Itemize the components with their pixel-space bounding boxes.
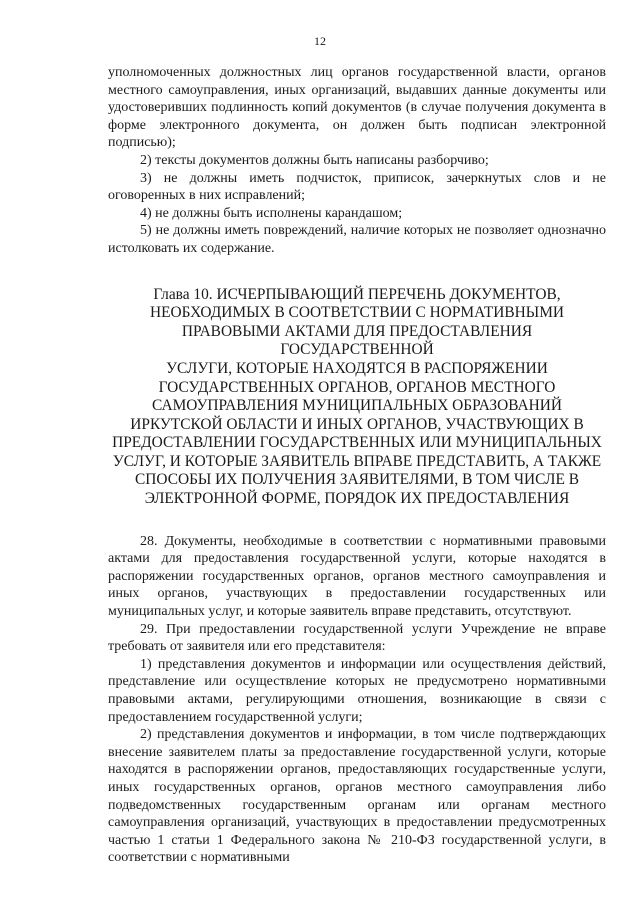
paragraph: 2) тексты документов должны быть написаны разборчиво; — [140, 152, 489, 168]
chapter-heading-line: САМОУПРАВЛЕНИЯ МУНИЦИПАЛЬНЫХ ОБРАЗОВАНИЙ — [151, 397, 563, 415]
chapter-heading-line: ГОСУДАРСТВЕННЫХ ОРГАНОВ, ОРГАНОВ МЕСТНОГО — [158, 378, 556, 396]
chapter-heading-line: Глава 10. ИСЧЕРПЫВАЮЩИЙ ПЕРЕЧЕНЬ ДОКУМЕНТОВ, — [153, 285, 561, 303]
paragraph: 2) представления документов и информации, в том числе подтверждающих внесение заявителем платы за предоставление государственной услуги, которые находятся в распоряжении органов, предоставляющих государственные услуги, иных государственных органов, органов местного самоуправления либо подведомственных государственным органам или органам местного самоуправления организаций, участвующих в предоставлении предусмотренных частью 1 статьи 1 Федерального закона № 210-ФЗ государственной услуги, в соответствии с нормативными — [108, 727, 606, 866]
chapter-heading-line: УСЛУГИ, КОТОРЫЕ НАХОДЯТСЯ В РАСПОРЯЖЕНИИ — [166, 359, 548, 377]
page-number: 12 — [314, 34, 326, 48]
chapter-heading-line: ПРЕДОСТАВЛЕНИИ ГОСУДАРСТВЕННЫХ ИЛИ МУНИЦИПАЛЬНЫХ — [112, 434, 602, 452]
chapter-heading-line: УСЛУГ, И КОТОРЫЕ ЗАЯВИТЕЛЬ ВПРАВЕ ПРЕДСТАВИТЬ, А ТАКЖЕ — [112, 452, 602, 470]
chapter-heading-line: СПОСОБЫ ИХ ПОЛУЧЕНИЯ ЗАЯВИТЕЛЯМИ, В ТОМ ЧИСЛЕ В — [135, 471, 579, 489]
chapter-heading — [112, 286, 602, 509]
chapter-heading-line: ИРКУТСКОЙ ОБЛАСТИ И ИНЫХ ОРГАНОВ, УЧАСТВУЮЩИХ В — [130, 415, 584, 433]
paragraph: 3) не должны иметь подчисток, приписок, зачеркнутых слов и не оговоренных в них исправлений; — [108, 170, 606, 204]
paragraph: 5) не должны иметь повреждений, наличие которых не позволяет однозначно истолковать их содержание. — [108, 223, 606, 256]
chapter-heading-line: ПРАВОВЫМИ АКТАМИ ДЛЯ ПРЕДОСТАВЛЕНИЯ ГОСУДАРСТВЕННОЙ — [181, 322, 533, 359]
chapter-heading-line: ЭЛЕКТРОННОЙ ФОРМЕ, ПОРЯДОК ИХ ПРЕДОСТАВЛЕНИЯ — [144, 490, 570, 508]
paragraph: уполномоченных должностных лиц органов государственной власти, органов местного самоуправления, иных организаций, выдавших данные документы или удостоверивших подлинность копий документов (в случае получения документа в форме электронного документа, он должен быть подписан электронной подписью); — [108, 65, 606, 151]
paragraph: 1) представления документов и информации или осуществления действий, представление или осуществление которых не предусмотрено нормативными правовыми актами, регулирующими отношения, возникающие в связи с предоставлением государственной услуги; — [108, 656, 606, 725]
document-body — [108, 64, 606, 867]
paragraph: 29. При предоставлении государственной услуги Учреждение не вправе требовать от заявителя или его представителя: — [108, 621, 606, 655]
paragraph: 4) не должны быть исполнены карандашом; — [140, 205, 403, 221]
paragraph: 28. Документы, необходимые в соответствии с нормативными правовыми актами для предоставления государственной услуги, которые находятся в распоряжении государственных органов, органов местного самоуправления и иных органов, участвующих в предоставлении государственных или муниципальных услуг, и которые заявитель вправе представить, отсутствуют. — [108, 533, 606, 620]
chapter-heading-line: НЕОБХОДИМЫХ В СООТВЕТСТВИИ С НОРМАТИВНЫМИ — [150, 304, 564, 322]
